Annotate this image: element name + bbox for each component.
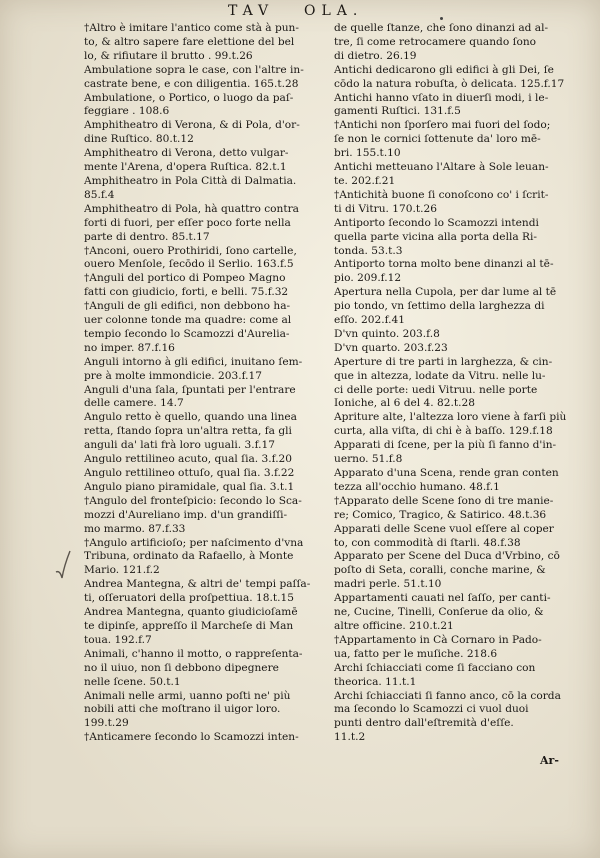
index-entry-line: Andrea Mantegna, quanto giudicioſamē (84, 606, 298, 619)
index-entry-line: bri. 155.t.10 (334, 147, 401, 160)
index-entry-line: te. 202.f.21 (334, 174, 396, 187)
index-entry-line: Angulo rettilineo ottuſo, qual ſia. 3.f.22 (84, 467, 295, 479)
index-entry-line: ouero Menſole, ſecōdo il Serlio. 163.f.5 (84, 258, 294, 271)
index-entry-line: Apparato d'una Scena, rende gran conten (334, 467, 559, 479)
index-entry-line: uer colonne tonde ma quadre: come al (84, 314, 292, 327)
index-entry-line: Antiporto torna molto bene dinanzi al tē- (334, 258, 554, 271)
index-entry-line: ne, Cucine, Tinelli, Conſerue da olio, & (334, 606, 544, 619)
index-entry-line: Antichi metteuano l'Altare à Sole leuan- (334, 161, 549, 174)
index-entry-line: Ambulatione, o Portico, o luogo da paſ- (84, 91, 294, 104)
index-entry-line: te dipinſe, appreſſo il Marcheſe di Man (84, 619, 294, 632)
index-entry-line: to, con commodità di ſtarli. 48.f.38 (334, 536, 521, 549)
index-entry-line: fatti con giudicio, forti, e belli. 75.f.32 (84, 286, 289, 299)
index-entry-line: Amphitheatro in Pola Città di Dalmatia. (84, 174, 297, 187)
index-entry-line: Andrea Mantegna, & altri de' tempi paſſa- (84, 578, 311, 591)
index-entry-line: eſſo. 202.f.41 (334, 314, 406, 327)
index-entry-line: †Antichità buone ſi conoſcono co' i ſcrit- (334, 188, 549, 201)
index-entry-line: ua, fatto per le muſiche. 218.6 (334, 647, 498, 660)
index-entry-line: nobili atti che moſtrano il uigor loro. (84, 703, 281, 716)
index-entry-line: †Anguli de gli edifici, non debbono ha- (84, 300, 291, 313)
index-entry-line: feggiare . 108.6 (84, 105, 170, 118)
index-entry-line: †Appartamento in Cà Cornaro in Pado- (334, 633, 542, 646)
index-entry-line: ti di Vitru. 170.t.26 (334, 202, 437, 215)
index-entry-line: ſe non le cornici ſottenute da' loro mē- (334, 133, 541, 146)
index-entry-line: retta, ſtando ſopra un'altra retta, fa gli (84, 425, 292, 438)
ink-dot (440, 17, 443, 20)
index-entry-line: Apparato per Scene del Duca d'Vrbino, cō (334, 550, 560, 563)
index-entry-line: ci delle porte: uedi Vitruu. nelle porte (334, 383, 538, 396)
index-entry-line: †Anguli del portico di Pompeo Magno (84, 272, 286, 285)
index-entry-line: Ambulatione sopra le case, con l'altre in- (84, 63, 304, 76)
index-entry-line: Antichi hanno vſato in diuerſi modi, i le- (334, 91, 549, 104)
index-entry-line: Animali nelle armi, uanno poſti ne' più (84, 689, 291, 702)
index-entry-line: gamenti Ruſtici. 131.f.5 (334, 105, 461, 118)
index-entry-line: Antiporto ſecondo lo Scamozzi intendi (334, 216, 539, 229)
index-entry-line: D'vn quinto. 203.f.8 (334, 327, 440, 340)
index-entry-line: dine Ruſtico. 80.t.12 (84, 133, 194, 146)
index-entry-line: Apertura nella Cupola, per dar lume al tē (334, 286, 557, 299)
index-entry-line: Animali, c'hanno il motto, o rappreſenta- (84, 647, 303, 660)
pencil-check-mark-icon (54, 548, 72, 582)
index-entry-line: †Anticamere ſecondo lo Scamozzi inten- (84, 731, 299, 744)
index-entry-line: Tribuna, ordinato da Rafaello, à Monte (84, 550, 294, 563)
index-entry-line: Appartamenti cauati nel ſaſſo, per canti- (334, 592, 551, 605)
index-entry-line: †Antichi non ſporſero mai fuori del ſodo; (334, 119, 551, 132)
index-entry-line: que in altezza, lodate da Vitru. nelle lu- (334, 369, 546, 382)
index-entry-line: †Angulo artificioſo; per naſcimento d'vna (84, 536, 304, 549)
index-entry-line: mente l'Arena, d'opera Ruſtica. 82.t.1 (84, 161, 287, 174)
index-entry-line: Archi ſchiacciati come ſi facciano con (334, 661, 536, 674)
index-entry-line: Anguli d'una ſala, ſpuntati per l'entrare (84, 383, 296, 396)
index-entry-line: mozzi d'Aureliano imp. d'un grandiſſi- (84, 508, 288, 521)
index-entry-line: Aperture di tre parti in larghezza, & cin- (334, 355, 553, 368)
index-entry-line: de quelle ſtanze, che ſono dinanzi ad al- (334, 22, 549, 34)
index-entry-line: mo marmo. 87.f.33 (84, 522, 186, 535)
index-entry-line: ti, oſſeruatori della proſpettiua. 18.t.15 (84, 592, 294, 605)
index-entry-line: delle camere. 14.7 (84, 397, 184, 410)
index-entry-line: no il uiuo, non ſi debbono dipegnere (84, 661, 279, 674)
index-entry-line: to, & altro sapere fare elettione del bel (84, 35, 295, 48)
index-entry-line: Apparati delle Scene vuol eſſere al coper (334, 522, 554, 535)
index-entry-line: 199.t.29 (84, 717, 129, 730)
index-entry-line: punti dentro dall'eſtremità d'eſſe. (334, 717, 514, 730)
index-entry-line: madri perle. 51.t.10 (334, 578, 442, 591)
index-entry-line: Amphitheatro di Verona, detto vulgar- (84, 147, 289, 160)
index-entry-line: lo, & rifiutare il brutto . 99.t.26 (84, 49, 253, 62)
index-entry-line: D'vn quarto. 203.f.23 (334, 341, 448, 354)
catchword: Ar- (540, 754, 559, 767)
index-entry-line: altre officine. 210.t.21 (334, 619, 454, 632)
index-entry-line: castrate bene, e con diligentia. 165.t.28 (84, 77, 299, 90)
index-entry-line: forti di fuori, per eſſer poco forte nella (84, 216, 291, 229)
index-entry-line: †Altro è imitare l'antico come stà à pun- (84, 22, 299, 34)
index-entry-line: theorica. 11.t.1 (334, 675, 417, 688)
index-entry-line: tonda. 53.t.3 (334, 244, 403, 257)
index-entry-line: pre à molte immondicie. 203.f.17 (84, 369, 263, 382)
index-entry-line: cōdo la natura robuſta, ò delicata. 125.f.17 (334, 77, 565, 90)
index-entry-line: tezza all'occhio humano. 48.f.1 (334, 480, 500, 493)
index-entry-line: Apparati di ſcene, per la più ſi fanno d'in- (334, 439, 557, 452)
index-entry-line: Anguli intorno à gli edifici, inuitano ſem- (84, 355, 303, 368)
index-entry-line: toua. 192.f.7 (84, 633, 152, 646)
index-entry-line: Amphitheatro di Pola, hà quattro contra (84, 202, 299, 215)
index-entry-line: 85.f.4 (84, 188, 115, 201)
index-entry-line: Apriture alte, l'altezza loro viene à farſi più (334, 411, 567, 424)
index-entry-line: tempio ſecondo lo Scamozzi d'Aurelia- (84, 327, 290, 340)
index-entry-line: 11.t.2 (334, 731, 366, 744)
index-entry-line: curta, alla viſta, di chi è à baſſo. 129.f.18 (334, 425, 553, 438)
index-entry-line: Amphitheatro di Verona, & di Pola, d'or- (84, 119, 300, 132)
index-column-left (84, 22, 336, 745)
index-entry-line: parte di dentro. 85.t.17 (84, 230, 210, 243)
index-entry-line: uerno. 51.f.8 (334, 453, 403, 466)
index-entry-line: Mario. 121.f.2 (84, 564, 160, 577)
index-entry-line: Antichi dedicarono gli edifici à gli Dei, ſe (334, 63, 554, 76)
index-entry-line: Angulo retto è quello, quando una linea (84, 411, 297, 424)
index-entry-line: †Anconi, ouero Prothiridi, ſono cartelle, (84, 244, 297, 257)
running-head-right: OLA. (304, 3, 364, 19)
index-column-right (334, 22, 586, 745)
index-entry-line: nelle ſcene. 50.t.1 (84, 675, 181, 688)
index-entry-line: pio. 209.f.12 (334, 272, 402, 285)
index-entry-line: Archi ſchiacciati ſi fanno anco, cō la corda (334, 689, 561, 702)
running-head-left: TAV (228, 3, 275, 19)
index-entry-line: Angulo piano piramidale, qual ſia. 3.t.1 (84, 480, 295, 493)
index-entry-line: pio tondo, vn ſettimo della larghezza di (334, 300, 545, 313)
index-entry-line: di dietro. 26.19 (334, 49, 417, 62)
index-entry-line: tre, ſi come retrocamere quando ſono (334, 35, 537, 48)
index-entry-line: re; Comico, Tragico, & Satirico. 48.t.36 (334, 508, 547, 521)
index-entry-line: quella parte vicina alla porta della Ri- (334, 230, 537, 243)
index-entry-line: †Angulo del fronteſpicio: ſecondo lo Sca- (84, 494, 302, 507)
index-entry-line: poſto di Seta, coralli, conche marine, & (334, 564, 546, 577)
index-entry-line: no imper. 87.f.16 (84, 341, 175, 354)
index-entry-line: Ioniche, al 6 del 4. 82.t.28 (334, 397, 475, 410)
index-entry-line: anguli da' lati frà loro uguali. 3.f.17 (84, 439, 275, 452)
index-entry-line: Angulo rettilineo acuto, qual ſia. 3.f.20 (84, 453, 293, 466)
index-entry-line: †Apparato delle Scene ſono di tre manie- (334, 494, 554, 507)
index-entry-line: ma ſecondo lo Scamozzi ci vuol duoi (334, 703, 529, 716)
